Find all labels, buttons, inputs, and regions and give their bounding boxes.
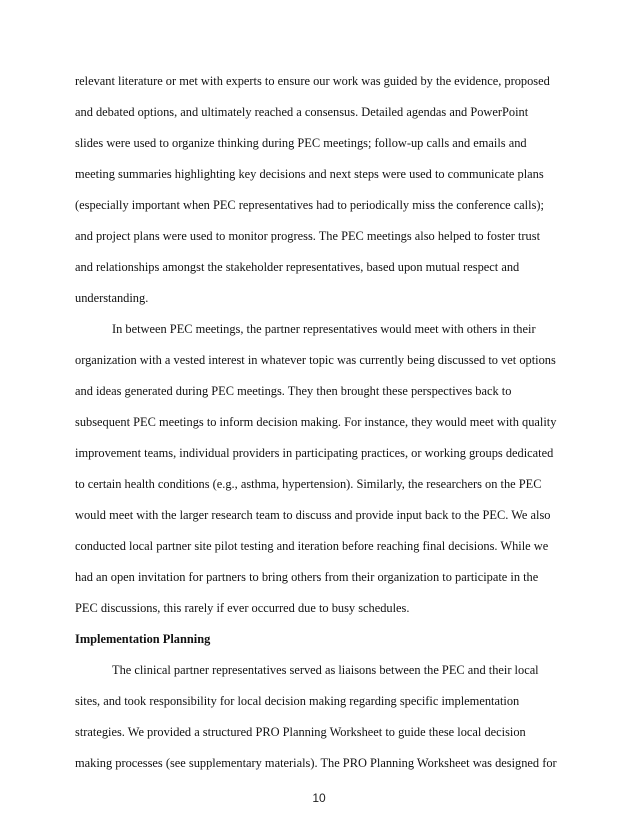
body-text-line: sites, and took responsibility for local decision making regarding specific implementation: [75, 694, 520, 708]
paragraph-first-line: The clinical partner representatives served as liaisons between the PEC and their local: [112, 663, 539, 677]
body-text-line: and project plans were used to monitor progress. The PEC meetings also helped to foster trust: [75, 229, 541, 243]
page-number: 10: [312, 791, 326, 805]
body-text-line: conducted local partner site pilot testing and iteration before reaching final decisions. While we: [75, 539, 549, 553]
body-text-line: had an open invitation for partners to bring others from their organization to participate in the: [75, 570, 539, 584]
body-text-line: and debated options, and ultimately reached a consensus. Detailed agendas and PowerPoint: [75, 105, 529, 119]
body-text-line: would meet with the larger research team to discuss and provide input back to the PEC. We also: [75, 508, 551, 522]
body-text-line: PEC discussions, this rarely if ever occurred due to busy schedules.: [75, 601, 410, 615]
body-text-line: slides were used to organize thinking during PEC meetings; follow-up calls and emails and: [75, 136, 527, 150]
body-text-line: subsequent PEC meetings to inform decision making. For instance, they would meet with quality: [75, 415, 557, 429]
body-text-line: meeting summaries highlighting key decisions and next steps were used to communicate plans: [75, 167, 544, 181]
paragraph-first-line: In between PEC meetings, the partner representatives would meet with others in their: [112, 322, 536, 336]
body-text-line: organization with a vested interest in whatever topic was currently being discussed to vet options: [75, 353, 556, 367]
body-text-line: improvement teams, individual providers in participating practices, or working groups dedicated: [75, 446, 554, 460]
body-text-line: relevant literature or met with experts to ensure our work was guided by the evidence, proposed: [75, 74, 550, 88]
section-heading: Implementation Planning: [75, 632, 211, 646]
body-text-line: to certain health conditions (e.g., asthma, hypertension). Similarly, the researchers on the PEC: [75, 477, 542, 491]
body-text-line: and ideas generated during PEC meetings. They then brought these perspectives back to: [75, 384, 512, 398]
body-text-line: and relationships amongst the stakeholder representatives, based upon mutual respect and: [75, 260, 520, 274]
body-text-line: understanding.: [75, 291, 149, 305]
body-text-line: making processes (see supplementary materials). The PRO Planning Worksheet was designed for: [75, 756, 557, 770]
body-text-line: (especially important when PEC representatives had to periodically miss the conference calls);: [75, 198, 544, 212]
body-text-line: strategies. We provided a structured PRO Planning Worksheet to guide these local decision: [75, 725, 526, 739]
